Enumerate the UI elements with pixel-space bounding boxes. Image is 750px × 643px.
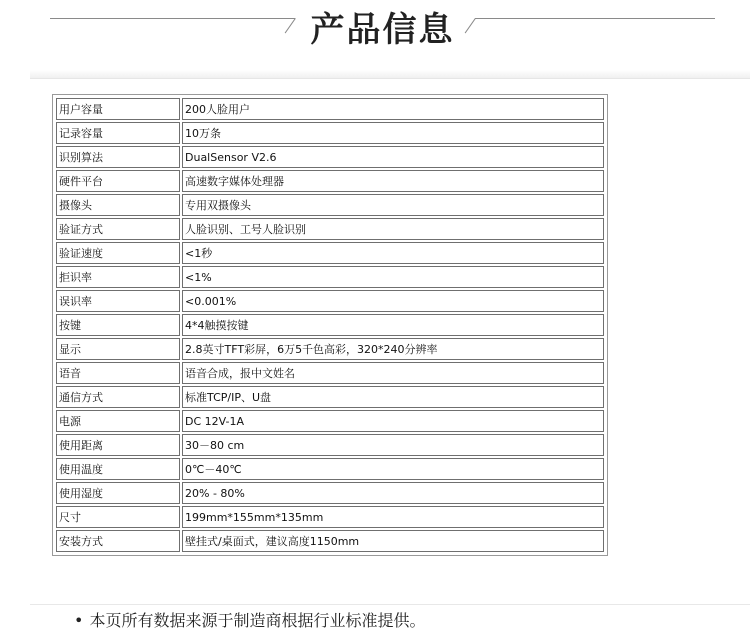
spec-value: DC 12V-1A [182, 410, 604, 432]
spec-value: <1秒 [182, 242, 604, 264]
spec-value: DualSensor V2.6 [182, 146, 604, 168]
footer-note [74, 608, 425, 631]
section-header [0, 0, 750, 60]
table-row [56, 338, 604, 360]
spec-value: <1% [182, 266, 604, 288]
spec-label: 识别算法 [56, 146, 180, 168]
footer-divider [30, 604, 750, 605]
spec-value: 高速数字媒体处理器 [182, 170, 604, 192]
spec-label: 验证速度 [56, 242, 180, 264]
spec-label: 误识率 [56, 290, 180, 312]
spec-value: 30－80 cm [182, 434, 604, 456]
spec-value: 壁挂式/桌面式，建议高度1150mm [182, 530, 604, 552]
spec-value: 语音合成，报中文姓名 [182, 362, 604, 384]
header-slash-right [465, 18, 476, 33]
table-row [56, 506, 604, 528]
table-row [56, 170, 604, 192]
table-row [56, 194, 604, 216]
table-row [56, 482, 604, 504]
spec-table-body [56, 98, 604, 552]
spec-value: <0.001% [182, 290, 604, 312]
table-row [56, 410, 604, 432]
table-row [56, 266, 604, 288]
bullet-icon: • [74, 611, 84, 630]
spec-value: 20% - 80% [182, 482, 604, 504]
spec-table-frame [52, 94, 608, 556]
table-row [56, 386, 604, 408]
spec-label: 使用温度 [56, 458, 180, 480]
footer-note-text: 本页所有数据来源于制造商根据行业标准提供。 [89, 611, 426, 630]
table-row [56, 146, 604, 168]
spec-value: 专用双摄像头 [182, 194, 604, 216]
spec-value: 2.8英寸TFT彩屏，6万5千色高彩，320*240分辨率 [182, 338, 604, 360]
divider-band [30, 70, 750, 79]
table-row [56, 98, 604, 120]
spec-label: 验证方式 [56, 218, 180, 240]
spec-label: 使用湿度 [56, 482, 180, 504]
spec-label: 通信方式 [56, 386, 180, 408]
spec-value: 人脸识别、工号人脸识别 [182, 218, 604, 240]
spec-label: 用户容量 [56, 98, 180, 120]
spec-value: 10万条 [182, 122, 604, 144]
spec-label: 安装方式 [56, 530, 180, 552]
spec-label: 按键 [56, 314, 180, 336]
table-row [56, 122, 604, 144]
spec-label: 语音 [56, 362, 180, 384]
table-row [56, 290, 604, 312]
spec-label: 硬件平台 [56, 170, 180, 192]
spec-value: 标准TCP/IP、U盘 [182, 386, 604, 408]
table-row [56, 434, 604, 456]
spec-label: 记录容量 [56, 122, 180, 144]
spec-label: 显示 [56, 338, 180, 360]
spec-value: 199mm*155mm*135mm [182, 506, 604, 528]
table-row [56, 314, 604, 336]
spec-label: 摄像头 [56, 194, 180, 216]
spec-value: 200人脸用户 [182, 98, 604, 120]
header-rule-left [50, 18, 295, 19]
table-row [56, 458, 604, 480]
spec-value: 0℃－40℃ [182, 458, 604, 480]
table-row [56, 242, 604, 264]
header-slash-left [285, 18, 296, 33]
spec-table [54, 96, 606, 554]
spec-label: 拒识率 [56, 266, 180, 288]
table-row [56, 218, 604, 240]
spec-label: 尺寸 [56, 506, 180, 528]
spec-label: 电源 [56, 410, 180, 432]
page-title: 产品信息 [310, 10, 455, 50]
spec-label: 使用距离 [56, 434, 180, 456]
header-rule-right [475, 18, 715, 19]
table-row [56, 362, 604, 384]
spec-value: 4*4触摸按键 [182, 314, 604, 336]
table-row [56, 530, 604, 552]
